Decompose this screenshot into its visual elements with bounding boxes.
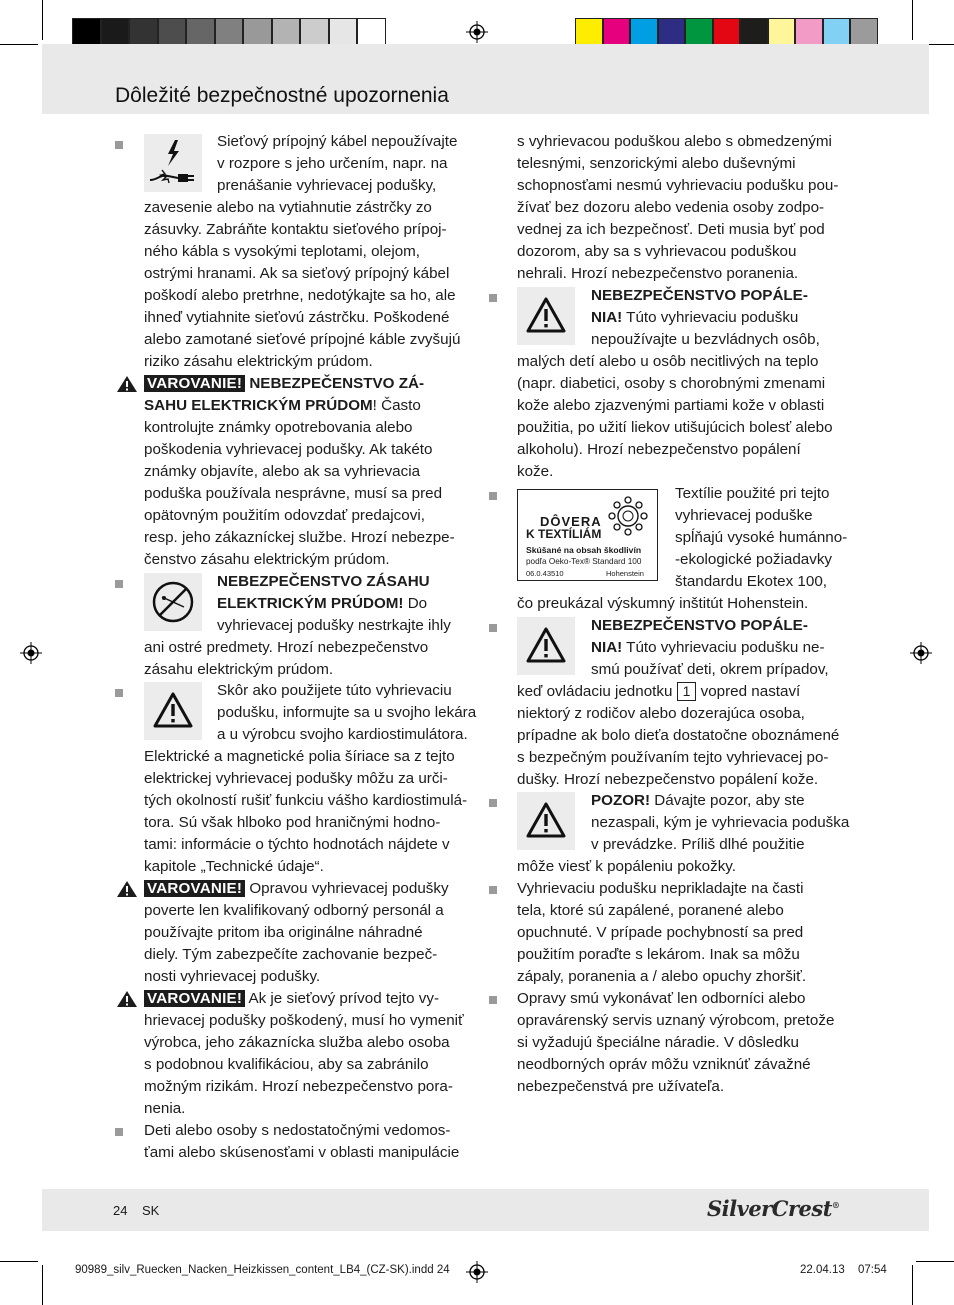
paragraph-textiles-cont [517,593,847,615]
text-fragment: ! Často [372,397,421,414]
text-line: výrobca, jeho zákaznícka služba alebo osoba [144,1034,450,1051]
warning-heading: ELEKTRICKÝM PRÚDOM! [217,595,404,612]
text-line: zápaly, poranenia a / alebo opuchy zhoršiť. [517,968,807,985]
warning-heading: NEBEZPEČENSTVO ZÁSAHU [217,573,430,590]
paragraph-burn-children [591,615,851,681]
text-line: ťami alebo skúsenosťami v oblasti manipulácie [144,1144,460,1161]
oeko-tex-label-icon [517,489,658,581]
bullet-marker [489,492,497,500]
text-line: čenstvo zásahu elektrickým prúdom. [144,551,390,568]
warning-heading: NEBEZPEČENSTVO ZÁ- [249,375,425,392]
registered-mark: ® [831,1200,840,1210]
color-swatch [740,18,768,46]
crop-mark [912,0,913,40]
paragraph-inflamed [517,878,847,988]
text-line: Vyhrievaciu podušku neprikladajte na časti [517,880,804,897]
crop-mark [916,1261,954,1262]
gray-swatch [243,18,272,46]
text-line: nehrali. Hrozí nebezpečenstvo poranenia. [517,265,799,282]
text-fragment: vopred nastaví [696,683,801,700]
text-line: tora. Sú však hlboko pod hraničnými hodno- [144,814,441,831]
text-line: alebo zamotané sieťové prípojné káble zvyšujú [144,331,461,348]
registration-mark-icon [466,1261,488,1283]
registration-mark-icon [20,642,42,664]
text-line: kontrolujte známky opotrebovania alebo [144,419,413,436]
paragraph-caution-sleep [591,790,851,856]
text-line: v rozpore s jeho určením, napr. na [217,155,448,172]
gray-swatch [101,18,130,46]
text-line: hrievacej podušky poškodený, musí ho vymeniť [144,1012,464,1029]
warning-heading: NIA! [591,309,623,326]
text-line: diely. Tým zabezpečíte zachovanie bezpeč- [144,946,438,963]
gray-swatch [329,18,358,46]
text-fragment: keď ovládaciu jednotku [517,683,677,700]
text-line: ostrými hranami. Ak sa sieťový prípojný kábel [144,265,450,282]
text-line: -ekologické požiadavky [675,551,833,568]
gray-swatch [129,18,158,46]
text-line: nezaspali, kým je vyhrievacia poduška [591,814,850,831]
text-line: zásahu elektrickým prúdom. [144,661,334,678]
crop-mark [42,0,43,40]
text-line: ani ostré predmety. Hrozí nebezpečenstvo [144,639,429,656]
text-line: kapitole „Technické údaje“. [144,858,324,875]
gray-swatch [186,18,215,46]
text-line: a u výrobcu svojho kardiostimulátora. [217,726,468,743]
warning-triangle-icon [517,792,575,850]
slug-filename: 90989_silv_Ruecken_Nacken_Heizkissen_content_LB4_(CZ-SK).indd 24 [75,1264,450,1276]
warning-triangle-icon [116,375,138,393]
paragraph-burn-helpless-cont [517,351,847,483]
gray-swatch [272,18,301,46]
paragraph-no-needles-cont [144,637,474,681]
text-line: Skôr ako použijete túto vyhrievaciu [217,682,452,699]
text-line: použitia, po užití liekov utišujúcich bolesť alebo [517,419,833,436]
text-line: niektorý z rodičov alebo dozerajúca osoba, [517,705,805,722]
text-line: ného kábla s vysokými teplotami, olejom, [144,243,421,260]
text-line: malých detí alebo u osôb necitlivých na teplo [517,353,819,370]
registration-mark-icon [910,642,932,664]
text-line: opravárenský servis uznaný výrobcom, pretože [517,1012,835,1029]
electric-cable-warning-icon [144,134,202,192]
text-line: zásuvky. Zabráňte kontaktu sieťového prípoj- [144,221,447,238]
text-line: kože. [517,463,554,480]
warning-repairs-qualified [144,878,474,988]
text-line: s podobnou kvalifikáciou, aby sa zabránilo [144,1056,429,1073]
registration-mark-icon [466,21,488,43]
text-fragment: Ak je sieťový prívod tejto vy- [245,990,440,1007]
color-swatch [575,18,603,46]
text-line: použitím poraďte s lekárom. Inak sa môžu [517,946,800,963]
text-line: čo preukázal výskumný inštitút Hohenstein. [517,595,809,612]
paragraph-pacemaker-intro [217,680,477,746]
color-swatch [603,18,631,46]
text-line: riziko zásahu elektrickým prúdom. [144,353,373,370]
text-line: poduška používala nesprávne, musí sa pred [144,485,443,502]
oeko-line: Skúšané na obsah škodlivín [526,545,642,555]
paragraph-no-needles [217,571,477,637]
text-line: tami: informácie o týchto hodnotách nájdete v [144,836,450,853]
oeko-line: K TEXTÍLIÁM [526,527,602,541]
bullet-marker [115,1128,123,1136]
text-line: dušky. Hrozí nebezpečenstvo popálení kože. [517,771,819,788]
bullet-marker [115,141,123,149]
text-line: nosti vyhrievacej podušky. [144,968,321,985]
text-line: štandardu Ekotex 100, [675,573,827,590]
text-line: používajte pritom iba originálne náhradné [144,924,423,941]
warning-heading: NEBEZPEČENSTVO POPÁLE- [591,287,808,304]
text-line: smú používať deti, okrem prípadov, [591,661,829,678]
crop-mark [42,1265,43,1305]
text-line: spĺňajú vysoké humánno- [675,529,848,546]
warning-label: VAROVANIE! [144,375,245,392]
warning-electric-shock [144,373,474,571]
warning-heading: NIA! [591,639,623,656]
text-line: (napr. diabetici, osoby s chorobnými zmenami [517,375,826,392]
no-needles-icon [144,573,202,631]
warning-heading: POZOR! [591,792,651,809]
text-line: nenia. [144,1100,186,1117]
paragraph-textiles [675,483,855,593]
warning-triangle-icon [144,682,202,740]
text-line: v prevádzke. Príliš dlhé použitie [591,836,805,853]
page-number: 24 [113,1203,128,1218]
oeko-code: 06.0.43510 [526,569,564,578]
text-fragment: Opravou vyhrievacej podušky [245,880,449,897]
warning-heading: SAHU ELEKTRICKÝM PRÚDOM [144,397,373,414]
text-line: vyhrievacej podušky nestrkajte ihly [217,617,451,634]
text-line: resp. jeho zákazníckej službe. Hrozí nebezpe- [144,529,455,546]
bullet-marker [115,689,123,697]
text-line: vyhrievacej poduške [675,507,813,524]
text-line: žívať bez dozoru alebo vedenia osoby zodpo- [517,199,825,216]
text-line: poverte len kvalifikovaný odborný personál a [144,902,444,919]
bullet-marker [489,886,497,894]
paragraph-pacemaker-body [144,746,474,878]
text-fragment: Túto vyhrievaciu podušku ne- [622,639,825,656]
text-line: Textílie použité pri tejto [675,485,830,502]
crop-mark [0,44,38,45]
color-swatch [685,18,713,46]
bullet-marker [489,799,497,807]
text-line: elektrickej vyhrievacej podušky môžu za urči- [144,770,448,787]
gray-swatch [357,18,386,46]
text-line: ihneď vytiahnite sieťovú zástrčku. Poškodené [144,309,450,326]
oeko-line: DÔVERA [540,514,602,529]
text-line: neodborných opráv môžu vzniknúť závažné [517,1056,811,1073]
language-code: SK [142,1203,160,1218]
gray-swatch [158,18,187,46]
color-swatch [658,18,686,46]
text-line: schopnosťami nesmú vyhrievaciu podušku pou- [517,177,839,194]
brand-logo [707,1196,839,1221]
paragraph-caution-sleep-cont [517,856,847,878]
text-line: poškodenia vyhrievacej podušky. Ak takéto [144,441,433,458]
text-line: Deti alebo osoby s nedostatočnými vedomos- [144,1122,451,1139]
warning-triangle-icon [116,880,138,898]
paragraph-cable-body [144,197,474,373]
text-line: Elektrické a magnetické polia šíriace sa z tejto [144,748,455,765]
paragraph-burn-helpless [591,285,851,351]
text-line: môže viesť k popáleniu pokožky. [517,858,736,875]
bullet-marker [489,996,497,1004]
text-line: známky objavíte, alebo ak sa vyhrievacia [144,463,421,480]
text-line: možným rizikám. Hrozí nebezpečenstvo pora- [144,1078,453,1095]
page-title: Dôležité bezpečnostné upozornenia [115,84,449,107]
text-line: zavesenie alebo na vytiahnutie zástrčky zo [144,199,432,216]
paragraph-children-cont [517,131,847,285]
text-line: opätovným použitím odovzdať predajcovi, [144,507,425,524]
text-fragment: Túto vyhrievaciu podušku [622,309,799,326]
text-line: nepoužívajte u bezvládnych osôb, [591,331,820,348]
text-line: telesnými, senzorickými alebo duševnými [517,155,796,172]
text-fragment: Dávajte pozor, aby ste [650,792,805,809]
control-unit-ref: 1 [677,682,697,701]
color-swatch [713,18,741,46]
text-line: dozorom, aby sa s vyhrievacou poduškou [517,243,797,260]
gray-swatch [215,18,244,46]
text-line: s bezpečným používaním tejto vyhrievacej po- [517,749,829,766]
text-line: kože alebo zjazvenými partiami kože v oblasti [517,397,825,414]
text-line: s vyhrievacou poduškou alebo s obmedzenými [517,133,832,150]
bullet-marker [489,294,497,302]
text-line: tých okolností rušiť funkciu vášho kardiostimulá- [144,792,468,809]
text-line: si vyžadujú špeciálne náradie. V dôsledku [517,1034,799,1051]
crop-mark [912,1265,913,1305]
slug-date: 22.04.13 [800,1264,845,1276]
bullet-marker [115,580,123,588]
text-line: Opravy smú vykonávať len odborníci alebo [517,990,806,1007]
brand-name: SilverCrest [707,1196,832,1221]
text-line: prípadne ak bolo dieťa dostatočne oboznámené [517,727,840,744]
color-swatch [630,18,658,46]
warning-label: VAROVANIE! [144,990,245,1007]
gray-swatch [300,18,329,46]
warning-damaged-cord [144,988,474,1120]
color-swatch [850,18,878,46]
paragraph-cable-intro [217,131,472,197]
warning-label: VAROVANIE! [144,880,245,897]
text-line: prenášanie vyhrievacej podušky, [217,177,437,194]
text-line: podušku, informujte sa u svojho lekára [217,704,477,721]
text-line: opuchnuté. V prípade pochybností sa pred [517,924,804,941]
text-line: alkoholu). Hrozí nebezpečenstvo popálení [517,441,801,458]
paragraph-children [144,1120,474,1164]
color-swatch [768,18,796,46]
text-line: tela, ktoré sú zapálené, poranené alebo [517,902,784,919]
gray-swatch [72,18,101,46]
color-swatch [823,18,851,46]
warning-triangle-icon [116,990,138,1008]
text-line: vednej za ich bezpečnosť. Deti musia byť pod [517,221,825,238]
warning-triangle-icon [517,617,575,675]
warning-heading: NEBEZPEČENSTVO POPÁLE- [591,617,808,634]
paragraph-burn-children-cont [517,681,847,791]
bullet-marker [489,624,497,632]
warning-triangle-icon [517,287,575,345]
text-line: Sieťový prípojný kábel nepoužívajte [217,133,458,150]
text-line: poškodí alebo pretrhne, nedotýkajte sa ho, ale [144,287,456,304]
sun-logo-icon [606,494,650,538]
crop-mark [0,1261,38,1262]
oeko-institute: Hohenstein [606,569,644,578]
slug-time: 07:54 [858,1264,887,1276]
paragraph-repairs [517,988,847,1098]
text-fragment: Do [403,595,428,612]
oeko-line: podľa Oeko-Tex® Standard 100 [526,557,642,566]
color-swatch [795,18,823,46]
text-line: nebezpečenstvá pre užívateľa. [517,1078,725,1095]
